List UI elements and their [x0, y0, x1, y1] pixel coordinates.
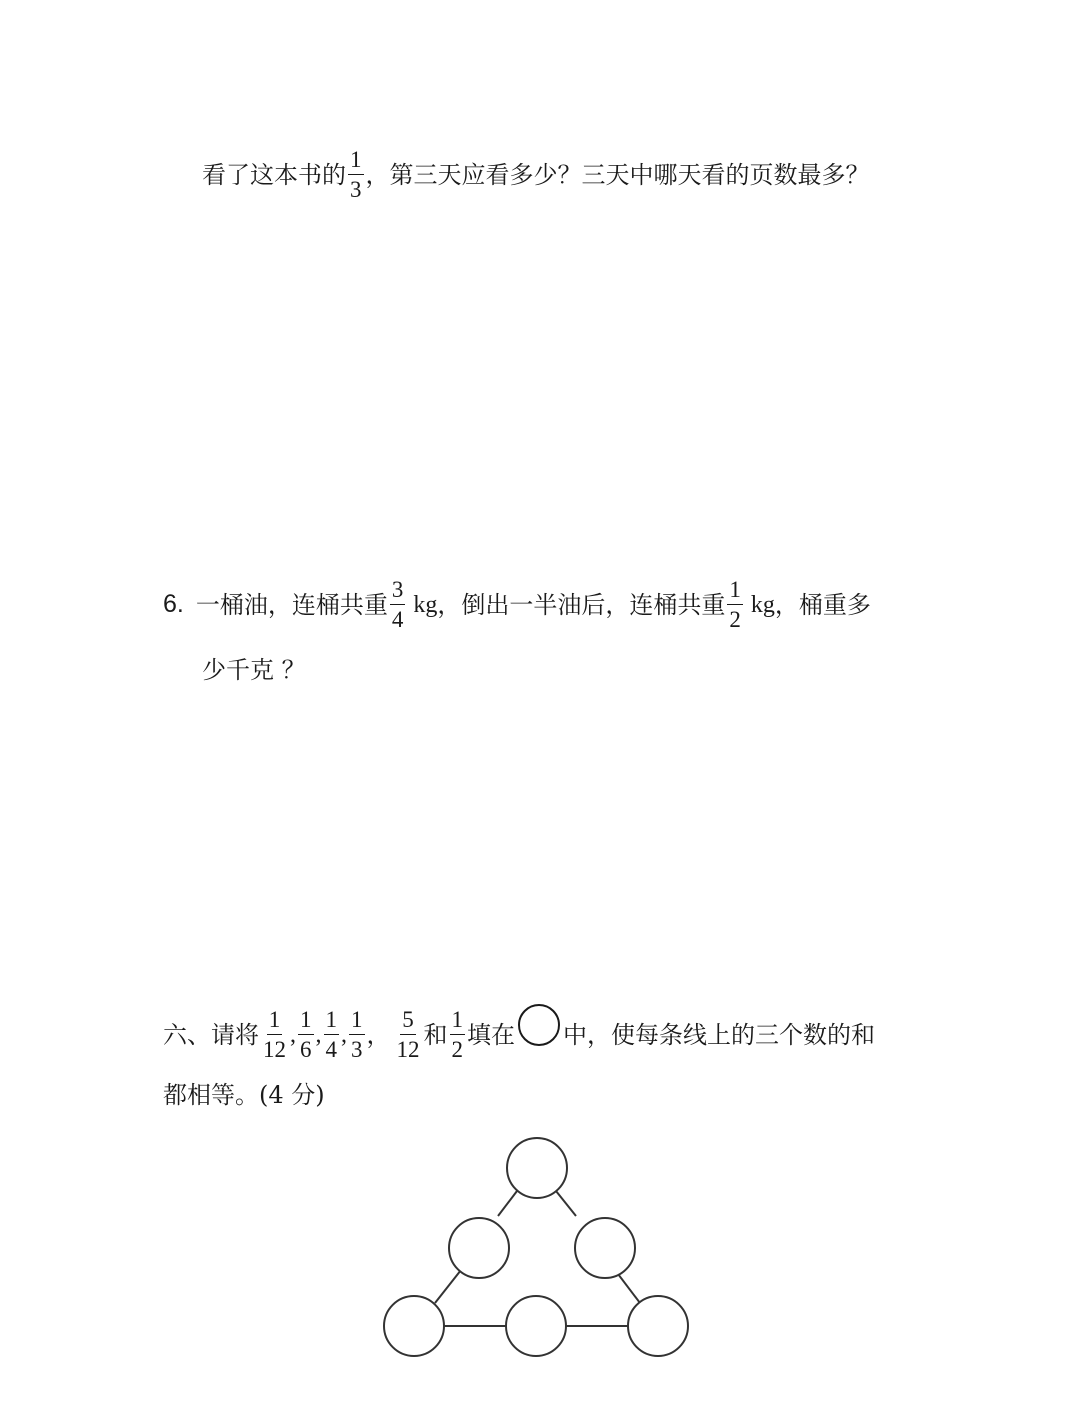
q6-text-1: 一桶油，连桶共重	[195, 590, 388, 619]
fraction-denominator: 3	[351, 1037, 363, 1062]
fraction-numerator: 1	[727, 578, 743, 605]
answer-circle-top[interactable]	[507, 1138, 567, 1198]
section6-and: 和	[423, 1020, 448, 1049]
q6-text-3: ，桶重多	[774, 590, 871, 619]
fraction-denominator: 6	[300, 1037, 312, 1062]
q5-text-a: 看了这本书的	[202, 160, 346, 189]
section6-tail: 中，使每条线上的三个数的和	[563, 1020, 875, 1049]
separator-comma: ,	[315, 1021, 322, 1048]
fraction-denominator: 4	[391, 607, 404, 632]
section6-text-line2: 都相等。(4 分)	[163, 1081, 325, 1109]
fraction-numerator: 3	[390, 578, 406, 605]
fraction-denominator: 3	[350, 177, 362, 202]
connector-line	[556, 1191, 576, 1216]
fraction-denominator: 2	[729, 607, 741, 632]
q6-number: 6.	[163, 590, 184, 618]
answer-circle-middle-right[interactable]	[575, 1218, 635, 1278]
fraction-numerator: 1	[450, 1008, 466, 1035]
separator-comma: ,	[290, 1021, 296, 1048]
separator-comma: ,	[341, 1021, 347, 1048]
fraction-denominator: 12	[396, 1037, 420, 1062]
fraction-numerator: 1	[349, 1008, 365, 1035]
fraction-numerator: 1	[348, 148, 364, 175]
q6-unit-1: kg	[407, 591, 438, 618]
q5-text-b: ，第三天应看多少？三天中哪天看的页数最多？	[365, 160, 870, 189]
answer-circle-bottom-left[interactable]	[384, 1296, 444, 1356]
q6-unit-2: kg	[744, 591, 775, 618]
fraction-denominator: 2	[451, 1037, 463, 1062]
answer-circle-bottom-center[interactable]	[506, 1296, 566, 1356]
q6-text-line2: 少千克 ？	[202, 656, 306, 684]
answer-circle-bottom-right[interactable]	[628, 1296, 688, 1356]
separator-comma-cn: ，	[366, 1020, 391, 1049]
connector-line	[498, 1191, 517, 1216]
section6-lead: 六、请将	[163, 1020, 259, 1049]
section6-fill-in: 填在	[467, 1020, 515, 1049]
q6-text-2: ，倒出一半油后，连桶共重	[437, 590, 726, 619]
fraction-denominator: 12	[263, 1037, 286, 1062]
connector-line	[435, 1270, 461, 1303]
answer-circle-middle-left[interactable]	[449, 1218, 509, 1278]
fraction-numerator: 1	[298, 1008, 314, 1035]
fraction-denominator: 4	[325, 1037, 337, 1062]
fraction-numerator: 1	[324, 1008, 340, 1035]
fraction-numerator: 5	[400, 1008, 416, 1035]
fraction-numerator: 1	[267, 1008, 283, 1035]
